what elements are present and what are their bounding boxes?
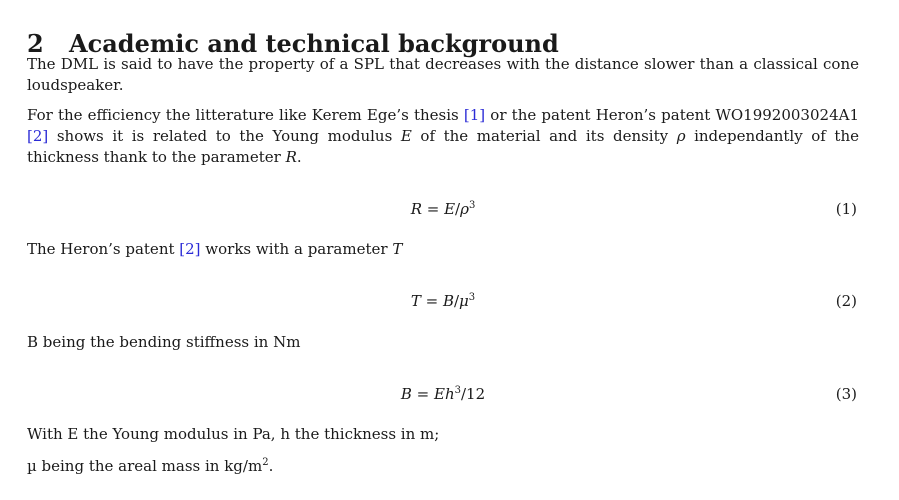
equation-2-body — [27, 289, 859, 313]
paragraph-young-modulus — [27, 424, 859, 445]
paragraph-bending-stiffness-text: B being the bending stiffness in Nm — [27, 333, 301, 351]
math-var-R: R — [285, 148, 297, 166]
equation-2 — [27, 289, 859, 313]
paragraph-areal-mass-text: µ being the areal mass in kg/m — [27, 457, 263, 475]
eq-symbol: B — [442, 292, 454, 310]
paragraph-dml-spl — [27, 54, 859, 96]
equation-1-body — [27, 197, 859, 221]
eq-symbol: T — [410, 292, 421, 310]
eq-symbol: ρ — [460, 200, 469, 218]
equation-3 — [27, 382, 859, 406]
math-var-rho: ρ — [676, 127, 686, 145]
eq-operator: = — [420, 292, 443, 310]
eq-operator: = — [421, 200, 445, 218]
section-number: 2 — [27, 28, 44, 58]
eq-exponent: 3 — [468, 200, 476, 211]
math-var-E: E — [400, 127, 412, 145]
paragraph-young-modulus-text: With E the Young modulus in Pa, h the thickness in m; — [27, 425, 440, 443]
math-var-T: T — [392, 240, 403, 258]
text-run: independantly of the thickness thank to the parameter — [27, 127, 859, 166]
eq-operator: / — [455, 200, 461, 218]
paragraph-areal-mass — [27, 456, 859, 477]
unit-exponent: 2 — [262, 457, 269, 468]
eq-exponent: 3 — [454, 385, 461, 396]
text-run: of the material and its density — [411, 127, 677, 145]
eq-operator: = — [411, 385, 434, 403]
equation-number-2: (2) — [835, 292, 857, 310]
eq-symbol: E — [444, 200, 456, 218]
paragraph-heron — [27, 239, 859, 260]
eq-exponent: 3 — [468, 292, 476, 303]
equation-3-body — [27, 382, 859, 406]
text-run: The Heron’s patent — [27, 240, 180, 258]
text-run: For the efficiency the litterature like Kerem Ege’s thesis — [27, 106, 464, 124]
eq-operator: / — [453, 292, 460, 310]
equation-number-3: (3) — [835, 385, 857, 403]
eq-symbol: B — [400, 385, 412, 403]
equation-1 — [27, 197, 859, 221]
citation-link-2[interactable]: [2] — [27, 127, 49, 145]
eq-symbol: R — [410, 200, 422, 218]
text-run: . — [296, 148, 302, 166]
citation-link-1[interactable]: [1] — [463, 106, 486, 124]
citation-link-2b[interactable]: [2] — [179, 240, 201, 258]
paragraph-dml-spl-text: The DML is said to have the property of a SPL that decreases with the distance slower than a classical cone loudspeaker. — [27, 55, 859, 94]
paragraph-bending-stiffness — [27, 332, 859, 353]
eq-symbol: E — [434, 385, 445, 403]
text-run: or the patent Heron’s patent WO1992003024A1 — [485, 106, 859, 124]
text-run: . — [268, 457, 274, 475]
paragraph-efficiency — [27, 105, 859, 168]
eq-symbol: h — [444, 385, 455, 403]
eq-symbol: μ — [459, 292, 469, 310]
eq-operator: /12 — [461, 385, 486, 403]
text-run: shows it is related to the Young modulus — [48, 127, 401, 145]
text-run: works with a parameter — [200, 240, 393, 258]
section-title: Academic and technical background — [69, 28, 559, 58]
equation-number-1: (1) — [835, 200, 857, 218]
